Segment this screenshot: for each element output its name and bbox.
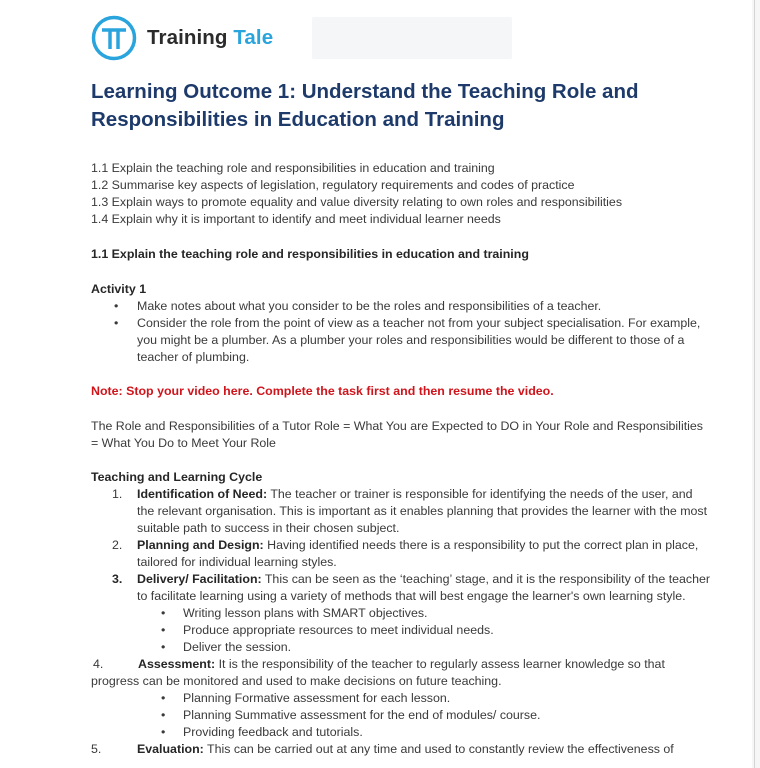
cycle-item-lead: Evaluation:	[137, 742, 204, 756]
brand-name-part2: Tale	[233, 26, 274, 49]
activity-bullet-text: Consider the role from the point of view as a teacher not from your subject specialisation. For example, you might be a plumber. As a plumber your roles and responsibilities would be different to those of a teacher of plumbing.	[137, 316, 701, 364]
assessment-bullet	[91, 724, 711, 741]
bullet-dot: •	[161, 623, 166, 637]
cycle-item-assessment	[91, 656, 711, 690]
redacted-area	[312, 17, 512, 59]
activity-section	[91, 281, 711, 366]
assessment-bullet	[91, 707, 711, 724]
cycle-item	[91, 537, 711, 571]
video-note: Note: Stop your video here. Complete the task first and then resume the video.	[91, 384, 554, 398]
training-tale-logo-icon	[91, 15, 137, 61]
bullet-dot: •	[161, 691, 166, 705]
assessment-bullet-text: Planning Summative assessment for the end of modules/ course.	[183, 708, 541, 722]
cycle-item-evaluation	[91, 741, 711, 758]
delivery-bullet	[91, 605, 711, 622]
activity-heading: Activity 1	[91, 282, 147, 296]
delivery-bullet	[91, 622, 711, 639]
bullet-dot: •	[161, 725, 166, 739]
delivery-bullet-text: Deliver the session.	[183, 640, 292, 654]
bullet-dot: •	[161, 606, 166, 620]
brand-name-part1: Training	[147, 26, 228, 49]
cycle-item-lead: Assessment:	[138, 657, 216, 671]
cycle-item-text: Having identified needs there is a responsibility to put the correct plan in place, tailored for individual learning styles.	[137, 538, 699, 569]
cycle-item-number: 1.	[112, 487, 123, 501]
cycle-heading: Teaching and Learning Cycle	[91, 470, 263, 484]
outcome-item: 1.1 Explain the teaching role and responsibilities in education and training	[91, 161, 495, 175]
bullet-dot: •	[161, 708, 166, 722]
cycle-item-number: 4.	[93, 657, 104, 671]
outcome-item: 1.2 Summarise key aspects of legislation, regulatory requirements and codes of practice	[91, 178, 575, 192]
activity-bullet	[91, 298, 711, 315]
cycle-item-number: 2.	[112, 538, 123, 552]
brand-name	[147, 26, 273, 50]
delivery-bullet	[91, 639, 711, 656]
assessment-bullet-text: Providing feedback and tutorials.	[183, 725, 363, 739]
cycle-item	[91, 486, 711, 537]
activity-bullet	[91, 315, 711, 366]
cycle-item-lead: Delivery/ Facilitation:	[137, 572, 262, 586]
delivery-bullet-text: Produce appropriate resources to meet individual needs.	[183, 623, 494, 637]
activity-bullet-text: Make notes about what you consider to be the roles and responsibilities of a teacher.	[137, 299, 602, 313]
cycle-item-text: It is the responsibility of the teacher to regularly assess learner knowledge so that progress can be monitored and used to make decisions on future teaching.	[91, 657, 665, 688]
teaching-cycle-section	[91, 469, 711, 758]
assessment-bullet	[91, 690, 711, 707]
cycle-item-text: This can be carried out at any time and used to constantly review the effectiveness of	[203, 742, 674, 756]
cycle-item	[91, 571, 711, 605]
delivery-bullet-text: Writing lesson plans with SMART objectives.	[183, 606, 428, 620]
role-text: The Role and Responsibilities of a Tutor Role = What You are Expected to DO in Your Role and Responsibilities = What You Do to Meet Your Role	[91, 419, 703, 450]
bullet-dot: •	[114, 316, 119, 330]
page-edge-divider	[754, 0, 755, 768]
cycle-item-lead: Identification of Need:	[137, 487, 268, 501]
cycle-item-number: 3.	[112, 572, 123, 586]
outcome-item: 1.3 Explain ways to promote equality and value diversity relating to own roles and responsibilities	[91, 195, 623, 209]
bullet-dot: •	[114, 299, 119, 313]
outcome-item: 1.4 Explain why it is important to identify and meet individual learner needs	[91, 212, 501, 226]
bullet-dot: •	[161, 640, 166, 654]
cycle-item-text: The teacher or trainer is responsible for identifying the needs of the user, and the relevant organisation. This is important as it enables planning that provides the learner with the most suitable path to success in their chosen subject.	[137, 487, 708, 535]
assessment-bullet-text: Planning Formative assessment for each lesson.	[183, 691, 451, 705]
cycle-item-lead: Planning and Design:	[137, 538, 264, 552]
page-title: Learning Outcome 1: Understand the Teaching Role and Responsibilities in Education and Training	[91, 80, 639, 131]
brand-logo	[91, 14, 273, 62]
cycle-item-number: 5.	[91, 742, 102, 756]
outcomes-list	[91, 160, 711, 228]
cycle-item-text: This can be seen as the ‘teaching’ stage, and it is the responsibility of the teacher to facilitate learning using a variety of methods that will best engage the learner's own learning style.	[137, 572, 711, 603]
section-heading: 1.1 Explain the teaching role and responsibilities in education and training	[91, 247, 529, 261]
